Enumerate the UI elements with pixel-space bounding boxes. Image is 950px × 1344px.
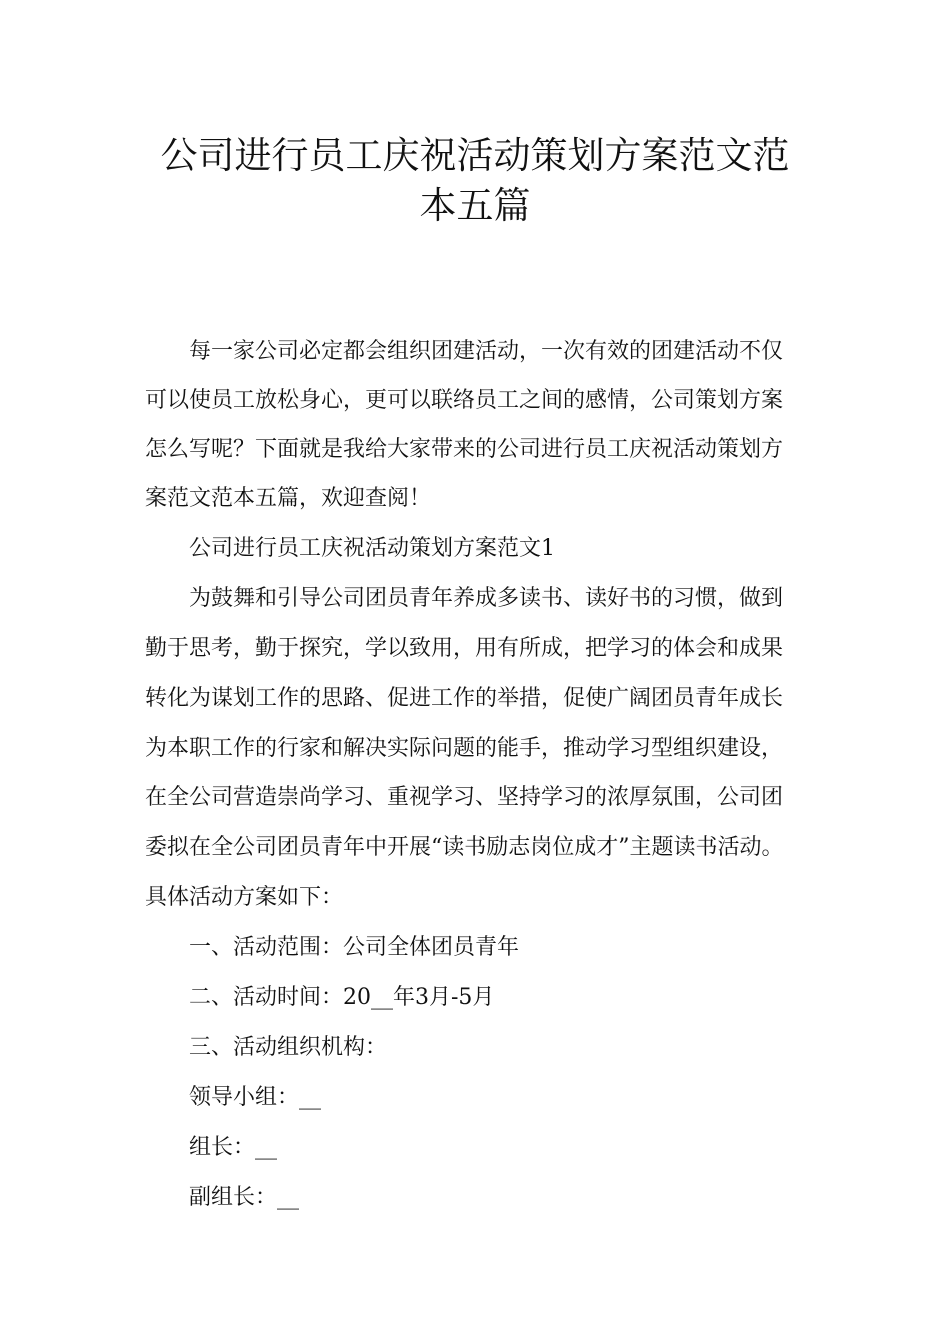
list-item: 三、活动组织机构： [189,1035,388,1060]
paragraph-line: 可以使员工放松身心，更可以联络员工之间的感情，公司策划方案 [145,388,784,413]
paragraph-line: 委拟在全公司团员青年中开展“读书励志岗位成才”主题读书活动。 [145,835,784,860]
paragraph-line: 为鼓舞和引导公司团员青年养成多读书、读好书的习惯，做到 [189,586,784,611]
list-item: 组长：__ [189,1135,278,1160]
paragraph-line: 为本职工作的行家和解决实际问题的能手，推动学习型组织建设， [145,736,784,761]
paragraph-line: 怎么写呢？下面就是我给大家带来的公司进行员工庆祝活动策划方 [145,437,784,462]
list-item: 领导小组：__ [189,1085,322,1110]
document-title-line-1: 公司进行员工庆祝活动策划方案范文范 [160,134,790,177]
section-heading: 公司进行员工庆祝活动策划方案范文1 [189,536,555,561]
paragraph-line: 转化为谋划工作的思路、促进工作的举措，促使广阔团员青年成长 [145,686,784,711]
list-item: 副组长：__ [189,1185,300,1210]
list-item: 二、活动时间：20__年3月-5月 [189,985,495,1010]
paragraph-line: 勤于思考，勤于探究，学以致用，用有所成，把学习的体会和成果 [145,636,784,661]
paragraph-line: 案范文范本五篇，欢迎查阅！ [145,486,432,511]
paragraph-line: 在全公司营造崇尚学习、重视学习、坚持学习的浓厚氛围，公司团 [145,785,784,810]
document-title-line-2: 本五篇 [419,184,531,227]
paragraph-line: 每一家公司必定都会组织团建活动，一次有效的团建活动不仅 [189,339,784,364]
list-item: 一、活动范围：公司全体团员青年 [189,935,520,960]
paragraph-line: 具体活动方案如下： [145,885,344,910]
